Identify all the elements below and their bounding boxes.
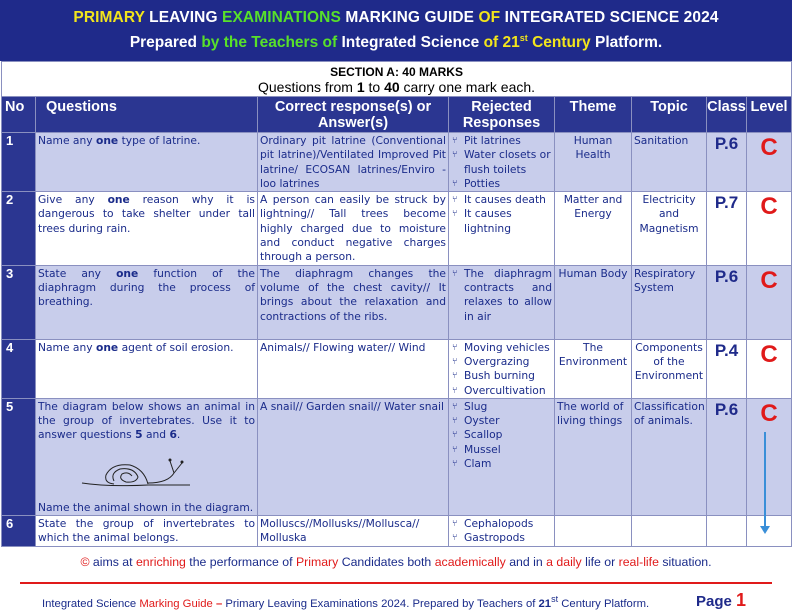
header-line-2: [0, 33, 792, 52]
footer-credit: [42, 594, 649, 610]
text-run: one: [95, 340, 119, 354]
header-word: [484, 34, 528, 51]
text-run: State any: [38, 266, 117, 280]
list-item: ⑂ It causes death: [451, 193, 552, 207]
text-run: function of the diaphragm during the process of breathing.: [38, 266, 255, 309]
text-run: Name any: [38, 134, 96, 147]
table-row: [2, 265, 792, 339]
level-cell: C: [747, 192, 792, 265]
text-run: a daily: [546, 555, 582, 569]
rejected-cell: [449, 398, 555, 515]
text-run: agent of soil erosion.: [118, 340, 234, 354]
page-header: [0, 0, 792, 61]
text-run: Questions from: [258, 79, 357, 95]
page-number: [696, 590, 746, 611]
text-run: academically: [434, 555, 506, 569]
row-number: 4: [2, 339, 36, 398]
rejected-cell: [449, 516, 555, 547]
section-row: [2, 62, 792, 97]
text-run: 1: [356, 79, 365, 95]
rejected-cell: [449, 192, 555, 265]
list-item: ⑂ Cephalopods: [451, 517, 552, 531]
col-class: Class: [707, 97, 747, 133]
rejected-cell: [449, 133, 555, 192]
header-word: INTEGRATED SCIENCE 2024: [504, 9, 719, 26]
header-word: OF: [478, 9, 501, 26]
header-word: EXAMINATIONS: [222, 9, 341, 26]
text-run: Candidates both: [338, 555, 435, 569]
row-number: 1: [2, 133, 36, 192]
table-row: [2, 339, 792, 398]
text-run: Century Platform.: [558, 597, 650, 610]
text-run: Integrated Science: [42, 597, 140, 610]
text-run: Marking Guide: [139, 597, 213, 610]
question-cell: [36, 133, 258, 192]
text-run: –: [212, 597, 226, 610]
col-questions: Questions: [36, 97, 258, 133]
header-word: Integrated Science: [341, 34, 480, 52]
text-run: and: [142, 428, 170, 442]
list-item: ⑂ Overcultivation: [451, 384, 552, 398]
header-word: Century: [532, 34, 591, 52]
text-run: reason why it is dangerous to take shelter under tall trees during rain.: [38, 193, 255, 235]
question-cell: [36, 265, 258, 339]
page-label: Page: [696, 593, 732, 610]
topic-cell: Respiratory System: [632, 265, 707, 339]
text-run: the performance of: [185, 555, 296, 569]
header-word: Prepared: [129, 34, 198, 52]
text-run: Give any: [38, 193, 108, 207]
correct-cell: Ordinary pit latrine (Conventional pit latrine)/Ventilated Improved Pit latrine/ ECOSAN latrines/Enviro - loo latrines: [258, 133, 449, 192]
class-cell: P.4: [707, 339, 747, 398]
header-word: LEAVING: [149, 9, 218, 26]
correct-cell: The diaphragm changes the volume of the chest cavity// It brings about the relaxation and contractions of the ribs.: [258, 265, 449, 339]
text-run: life or: [581, 555, 619, 569]
text-run: type of latrine.: [118, 134, 201, 147]
correct-cell: Animals// Flowing water// Wind: [258, 339, 449, 398]
text-run: situation.: [658, 555, 712, 569]
text-run: real-life: [618, 555, 659, 569]
row-number: 3: [2, 265, 36, 339]
text-run: aims at: [89, 555, 136, 569]
theme-cell: Human Body: [555, 265, 632, 339]
class-cell: P.6: [707, 398, 747, 515]
text-run: .: [176, 428, 181, 442]
text-run: 40: [384, 79, 400, 95]
header-word: PRIMARY: [73, 9, 145, 26]
row-number: 5: [2, 398, 36, 515]
rejected-cell: [449, 265, 555, 339]
row-number: 2: [2, 192, 36, 265]
table-row: [2, 192, 792, 265]
text-run: carry one mark each.: [399, 79, 536, 95]
level-cell: C: [747, 133, 792, 192]
header-word: MARKING GUIDE: [345, 9, 475, 26]
col-theme: Theme: [555, 97, 632, 133]
class-cell: [707, 516, 747, 547]
text-run: 21: [538, 597, 552, 610]
list-item: ⑂ The diaphragm contracts and relaxes to allow in air: [451, 267, 552, 324]
section-subtitle: [4, 79, 789, 96]
col-level: Level: [747, 97, 792, 133]
list-item: ⑂ Scallop: [451, 428, 552, 442]
col-topic: Topic: [632, 97, 707, 133]
list-item: ⑂ Slug: [451, 400, 552, 414]
theme-cell: [555, 516, 632, 547]
question-cell: [36, 192, 258, 265]
header-word: Platform.: [595, 34, 663, 52]
table-row: [2, 398, 792, 515]
theme-cell: The Environment: [555, 339, 632, 398]
question-cell: [36, 398, 258, 515]
correct-cell: A person can easily be struck by lightning// Tall trees become highly charged due to moisture and conduct negative charges through a person.: [258, 192, 449, 265]
correct-cell: Molluscs//Mollusks//Mollusca// Molluska: [258, 516, 449, 547]
list-item: ⑂ Clam: [451, 457, 552, 471]
marking-guide-table: [1, 61, 792, 547]
col-no: No: [2, 97, 36, 133]
question-cell: [36, 339, 258, 398]
text-run: The diagram below shows an animal in the group of invertebrates. Use it to answer questions: [38, 399, 255, 442]
text-run: and in: [505, 555, 547, 569]
list-item: ⑂ Overgrazing: [451, 355, 552, 369]
page-num: 1: [736, 590, 747, 610]
text-run: one: [107, 193, 130, 207]
superscript: st: [551, 594, 559, 604]
level-cell: C: [747, 339, 792, 398]
list-item: ⑂ It causes lightning: [451, 207, 552, 236]
text-run: one: [95, 134, 119, 147]
col-rejected: Rejected Responses: [449, 97, 555, 133]
section-heading: [2, 62, 792, 97]
topic-cell: Components of the Environment: [632, 339, 707, 398]
footer-statement: [0, 555, 792, 569]
level-cell: C: [747, 265, 792, 339]
header-line-1: [0, 9, 792, 27]
text-run: to: [364, 79, 385, 95]
list-item: ⑂ Bush burning: [451, 369, 552, 383]
topic-cell: Classification of animals.: [632, 398, 707, 515]
text-run: enriching: [135, 555, 186, 569]
level-cell: C: [747, 398, 792, 515]
class-cell: P.6: [707, 265, 747, 339]
list-item: ⑂ Gastropods: [451, 531, 552, 545]
col-correct: Correct response(s) or Answer(s): [258, 97, 449, 133]
class-cell: P.7: [707, 192, 747, 265]
continuation-arrow: [764, 432, 766, 526]
theme-cell: The world of living things: [555, 398, 632, 515]
text-run: Primary Leaving Examinations 2024. Prepared by Teachers of: [225, 597, 539, 610]
text-run: Name any: [38, 340, 96, 354]
text-run: one: [116, 266, 139, 280]
header-word: by the Teachers of: [201, 34, 338, 52]
list-item: ⑂ Moving vehicles: [451, 341, 552, 355]
superscript: st: [519, 33, 528, 43]
table-row: [2, 133, 792, 192]
snail-diagram: [78, 447, 198, 489]
class-cell: P.6: [707, 133, 747, 192]
list-item: ⑂ Pit latrines: [451, 134, 552, 148]
rejected-cell: [449, 339, 555, 398]
list-item: ⑂ Water closets or flush toilets: [451, 148, 552, 177]
topic-cell: Electricity and Magnetism: [632, 192, 707, 265]
text-run: Primary: [295, 555, 339, 569]
list-item: ⑂ Oyster: [451, 414, 552, 428]
topic-cell: Sanitation: [632, 133, 707, 192]
theme-cell: Matter and Energy: [555, 192, 632, 265]
correct-cell: A snail// Garden snail// Water snail: [258, 398, 449, 515]
theme-cell: Human Health: [555, 133, 632, 192]
text-run: 6: [169, 428, 177, 442]
list-item: ⑂ Potties: [451, 177, 552, 191]
row-number: 6: [2, 516, 36, 547]
section-title: SECTION A: 40 MARKS: [330, 65, 463, 79]
arrow-head-icon: [760, 526, 770, 534]
header-word-part: of 21: [483, 34, 520, 52]
question-cell: State the group of invertebrates to which the animal belongs.: [36, 516, 258, 547]
list-item: ⑂ Mussel: [451, 443, 552, 457]
column-header-row: [2, 97, 792, 133]
question-text: Name the animal shown in the diagram.: [38, 500, 254, 514]
table-row: [2, 516, 792, 547]
topic-cell: [632, 516, 707, 547]
copyright-icon: ©: [80, 555, 90, 569]
footer-divider: [20, 582, 772, 584]
text-run: 5: [135, 428, 143, 442]
